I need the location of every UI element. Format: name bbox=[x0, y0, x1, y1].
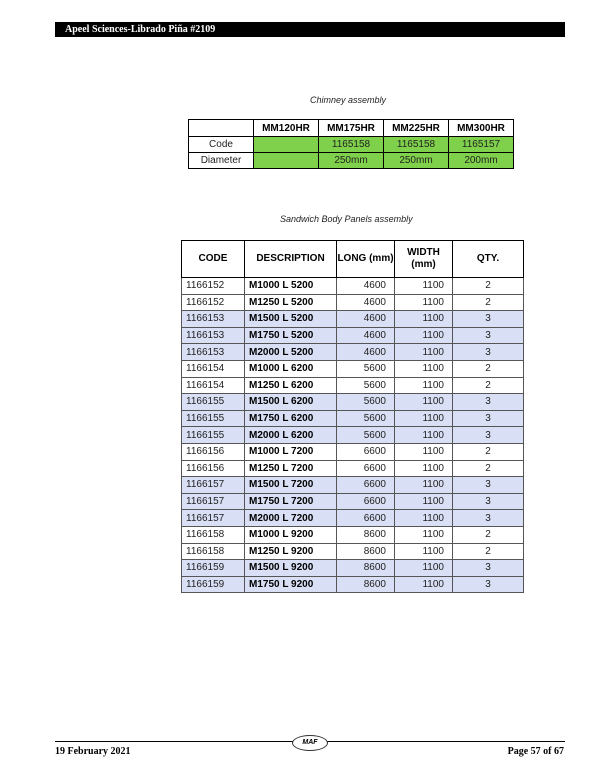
table-row bbox=[182, 493, 524, 510]
chimney-cell: 250mm bbox=[319, 153, 384, 169]
table-row bbox=[182, 477, 524, 494]
qty-cell: 3 bbox=[453, 576, 524, 593]
long-cell: 5600 bbox=[337, 377, 395, 394]
qty-cell: 2 bbox=[453, 443, 524, 460]
long-cell: 6600 bbox=[337, 460, 395, 477]
company-logo: MAF bbox=[292, 735, 328, 751]
table-row bbox=[182, 311, 524, 328]
chimney-header-cell bbox=[189, 120, 254, 137]
footer-date: 19 February 2021 bbox=[55, 746, 131, 757]
description-cell: M1250 L 7200 bbox=[245, 460, 337, 477]
long-cell: 5600 bbox=[337, 410, 395, 427]
chimney-cell: 1165157 bbox=[449, 137, 514, 153]
width-cell: 1100 bbox=[395, 443, 453, 460]
width-cell: 1100 bbox=[395, 294, 453, 311]
description-cell: M1250 L 6200 bbox=[245, 377, 337, 394]
code-cell: 1166159 bbox=[182, 576, 245, 593]
width-cell: 1100 bbox=[395, 394, 453, 411]
long-cell: 6600 bbox=[337, 443, 395, 460]
description-cell: M1000 L 7200 bbox=[245, 443, 337, 460]
chimney-cell bbox=[254, 153, 319, 169]
table-row bbox=[182, 377, 524, 394]
width-cell: 1100 bbox=[395, 427, 453, 444]
panels-header-cell: CODE bbox=[182, 241, 245, 278]
width-cell: 1100 bbox=[395, 410, 453, 427]
panels-header-cell: QTY. bbox=[453, 241, 524, 278]
table-row bbox=[182, 327, 524, 344]
width-cell: 1100 bbox=[395, 510, 453, 527]
chimney-cell bbox=[254, 137, 319, 153]
table-row bbox=[182, 460, 524, 477]
width-cell: 1100 bbox=[395, 543, 453, 560]
code-cell: 1166156 bbox=[182, 460, 245, 477]
code-cell: 1166154 bbox=[182, 377, 245, 394]
code-cell: 1166153 bbox=[182, 327, 245, 344]
table-row bbox=[182, 427, 524, 444]
table-row bbox=[182, 510, 524, 527]
chimney-table bbox=[188, 119, 514, 169]
panels-header-cell: DESCRIPTION bbox=[245, 241, 337, 278]
chimney-row-label: Diameter bbox=[189, 153, 254, 169]
width-cell: 1100 bbox=[395, 560, 453, 577]
long-cell: 4600 bbox=[337, 327, 395, 344]
panels-header-cell: LONG (mm) bbox=[337, 241, 395, 278]
panels-caption: Sandwich Body Panels assembly bbox=[280, 214, 413, 224]
chimney-cell: 200mm bbox=[449, 153, 514, 169]
chimney-cell: 250mm bbox=[384, 153, 449, 169]
description-cell: M1250 L 5200 bbox=[245, 294, 337, 311]
qty-cell: 3 bbox=[453, 477, 524, 494]
table-row bbox=[182, 576, 524, 593]
long-cell: 6600 bbox=[337, 510, 395, 527]
width-cell: 1100 bbox=[395, 493, 453, 510]
table-row bbox=[182, 294, 524, 311]
description-cell: M1750 L 9200 bbox=[245, 576, 337, 593]
qty-cell: 3 bbox=[453, 560, 524, 577]
header-bar bbox=[55, 22, 565, 37]
code-cell: 1166153 bbox=[182, 311, 245, 328]
description-cell: M1500 L 7200 bbox=[245, 477, 337, 494]
long-cell: 8600 bbox=[337, 560, 395, 577]
panels-header-cell: WIDTH (mm) bbox=[395, 241, 453, 278]
code-cell: 1166156 bbox=[182, 443, 245, 460]
panels-header-row bbox=[182, 241, 524, 278]
code-cell: 1166159 bbox=[182, 560, 245, 577]
chimney-header-cell: MM300HR bbox=[449, 120, 514, 137]
description-cell: M1500 L 6200 bbox=[245, 394, 337, 411]
qty-cell: 3 bbox=[453, 344, 524, 361]
width-cell: 1100 bbox=[395, 526, 453, 543]
qty-cell: 3 bbox=[453, 510, 524, 527]
chimney-row-code bbox=[189, 137, 514, 153]
description-cell: M1500 L 9200 bbox=[245, 560, 337, 577]
qty-cell: 3 bbox=[453, 327, 524, 344]
qty-cell: 3 bbox=[453, 493, 524, 510]
table-row bbox=[182, 443, 524, 460]
width-cell: 1100 bbox=[395, 311, 453, 328]
description-cell: M1500 L 5200 bbox=[245, 311, 337, 328]
table-row bbox=[182, 360, 524, 377]
qty-cell: 3 bbox=[453, 427, 524, 444]
description-cell: M1000 L 5200 bbox=[245, 278, 337, 295]
chimney-header-cell: MM120HR bbox=[254, 120, 319, 137]
code-cell: 1166154 bbox=[182, 360, 245, 377]
document-title: Apeel Sciences-Librado Piña #2109 bbox=[65, 24, 216, 35]
qty-cell: 3 bbox=[453, 410, 524, 427]
long-cell: 4600 bbox=[337, 294, 395, 311]
chimney-header-row bbox=[189, 120, 514, 137]
width-cell: 1100 bbox=[395, 327, 453, 344]
qty-cell: 3 bbox=[453, 311, 524, 328]
qty-cell: 2 bbox=[453, 294, 524, 311]
width-cell: 1100 bbox=[395, 360, 453, 377]
page-number: Page 57 of 67 bbox=[507, 746, 564, 757]
qty-cell: 2 bbox=[453, 278, 524, 295]
description-cell: M1750 L 6200 bbox=[245, 410, 337, 427]
chimney-cell: 1165158 bbox=[384, 137, 449, 153]
code-cell: 1166155 bbox=[182, 394, 245, 411]
long-cell: 6600 bbox=[337, 477, 395, 494]
chimney-cell: 1165158 bbox=[319, 137, 384, 153]
width-cell: 1100 bbox=[395, 576, 453, 593]
code-cell: 1166158 bbox=[182, 526, 245, 543]
description-cell: M2000 L 7200 bbox=[245, 510, 337, 527]
qty-cell: 2 bbox=[453, 460, 524, 477]
code-cell: 1166153 bbox=[182, 344, 245, 361]
description-cell: M1750 L 7200 bbox=[245, 493, 337, 510]
panels-table bbox=[181, 240, 524, 593]
description-cell: M1250 L 9200 bbox=[245, 543, 337, 560]
table-row bbox=[182, 410, 524, 427]
long-cell: 8600 bbox=[337, 543, 395, 560]
code-cell: 1166157 bbox=[182, 477, 245, 494]
width-cell: 1100 bbox=[395, 460, 453, 477]
width-cell: 1100 bbox=[395, 278, 453, 295]
long-cell: 5600 bbox=[337, 360, 395, 377]
description-cell: M2000 L 6200 bbox=[245, 427, 337, 444]
panels-body bbox=[182, 278, 524, 593]
code-cell: 1166158 bbox=[182, 543, 245, 560]
qty-cell: 2 bbox=[453, 360, 524, 377]
qty-cell: 2 bbox=[453, 377, 524, 394]
table-row bbox=[182, 394, 524, 411]
code-cell: 1166157 bbox=[182, 510, 245, 527]
table-row bbox=[182, 526, 524, 543]
long-cell: 6600 bbox=[337, 493, 395, 510]
long-cell: 5600 bbox=[337, 394, 395, 411]
code-cell: 1166157 bbox=[182, 493, 245, 510]
chimney-header-cell: MM175HR bbox=[319, 120, 384, 137]
code-cell: 1166152 bbox=[182, 278, 245, 295]
long-cell: 4600 bbox=[337, 278, 395, 295]
table-row bbox=[182, 278, 524, 295]
table-row bbox=[182, 560, 524, 577]
chimney-header-cell: MM225HR bbox=[384, 120, 449, 137]
chimney-row-label: Code bbox=[189, 137, 254, 153]
qty-cell: 3 bbox=[453, 394, 524, 411]
long-cell: 4600 bbox=[337, 311, 395, 328]
long-cell: 5600 bbox=[337, 427, 395, 444]
long-cell: 8600 bbox=[337, 526, 395, 543]
table-row bbox=[182, 543, 524, 560]
description-cell: M1000 L 9200 bbox=[245, 526, 337, 543]
code-cell: 1166155 bbox=[182, 410, 245, 427]
qty-cell: 2 bbox=[453, 543, 524, 560]
description-cell: M1750 L 5200 bbox=[245, 327, 337, 344]
qty-cell: 2 bbox=[453, 526, 524, 543]
code-cell: 1166152 bbox=[182, 294, 245, 311]
description-cell: M2000 L 5200 bbox=[245, 344, 337, 361]
description-cell: M1000 L 6200 bbox=[245, 360, 337, 377]
chimney-caption: Chimney assembly bbox=[310, 95, 387, 105]
chimney-row-diameter bbox=[189, 153, 514, 169]
width-cell: 1100 bbox=[395, 377, 453, 394]
table-row bbox=[182, 344, 524, 361]
width-cell: 1100 bbox=[395, 477, 453, 494]
width-cell: 1100 bbox=[395, 344, 453, 361]
code-cell: 1166155 bbox=[182, 427, 245, 444]
long-cell: 8600 bbox=[337, 576, 395, 593]
long-cell: 4600 bbox=[337, 344, 395, 361]
